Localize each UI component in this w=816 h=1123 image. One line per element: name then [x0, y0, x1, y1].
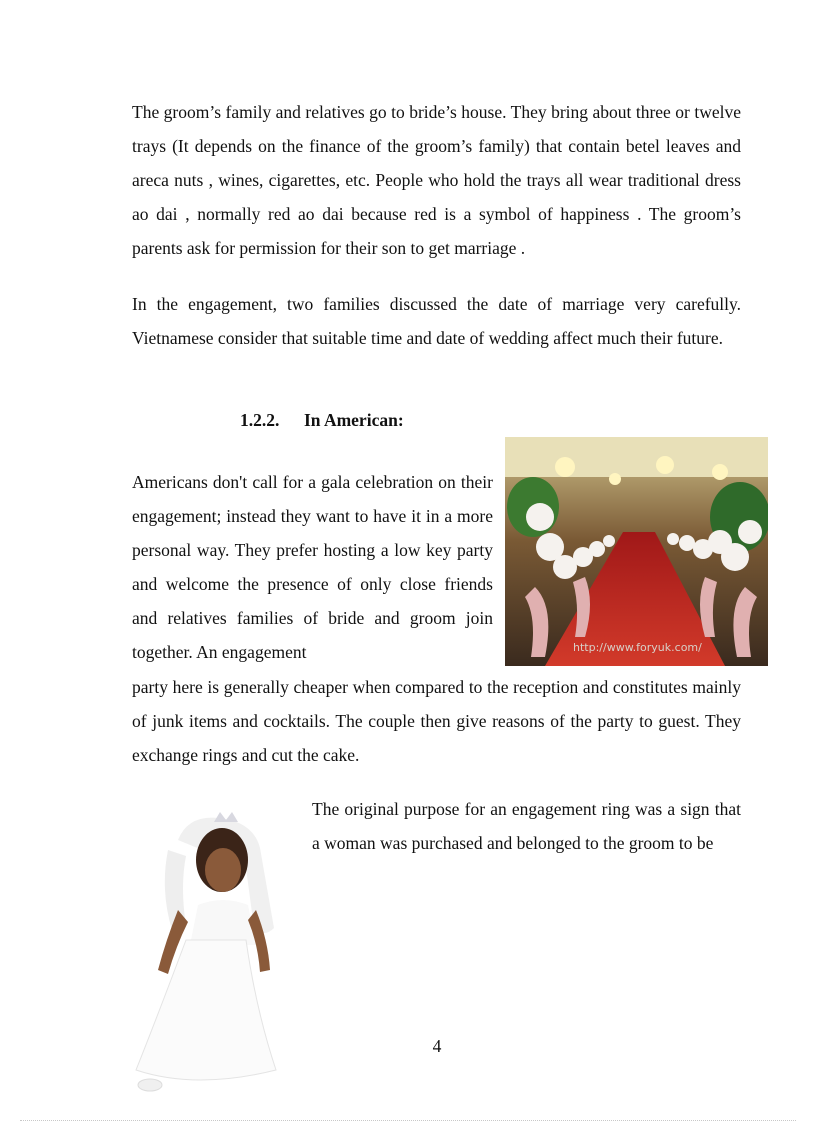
section-title: In American:	[304, 410, 404, 430]
paragraph-american-party: party here is generally cheaper when compared to the reception and constitutes mainly of junk items and cocktails. The couple then give reasons of the party to guest. They exchange rings and cut the cake.	[132, 677, 741, 765]
paragraph-engagement-ring: The original purpose for an engagement ring was a sign that a woman was purchased and belonged to the groom to be	[312, 799, 741, 853]
wedding-aisle-photo	[505, 437, 768, 666]
paragraph-vietnamese-ceremony: The groom’s family and relatives go to bride’s house. They bring about three or twelve trays (It depends on the finance of the groom’s family) that contain betel leaves and areca nuts , wines, cigarettes, etc. People who hold the trays all wear traditional dress ao dai , normally red ao dai because red is a symbol of happiness . The groom’s parents ask for permission for their son to get marriage .	[132, 102, 741, 258]
page-bottom-divider	[20, 1120, 796, 1121]
section-number: 1.2.2.	[240, 410, 280, 430]
paragraph-american-engagement: Americans don't call for a gala celebration on their engagement; instead they want to have it in a more personal way. They prefer hosting a low key party and welcome the presence of only close friends and relatives families of bride and groom join together. An engagement	[132, 472, 493, 662]
page-number: 4	[432, 1036, 442, 1056]
watermark-text: http://www.foryuk.com/	[573, 641, 702, 654]
paragraph-engagement-date: In the engagement, two families discussed the date of marriage very carefully. Vietnamese consider that suitable time and date of wedding affect much their future.	[132, 294, 741, 348]
section-heading	[240, 410, 404, 431]
